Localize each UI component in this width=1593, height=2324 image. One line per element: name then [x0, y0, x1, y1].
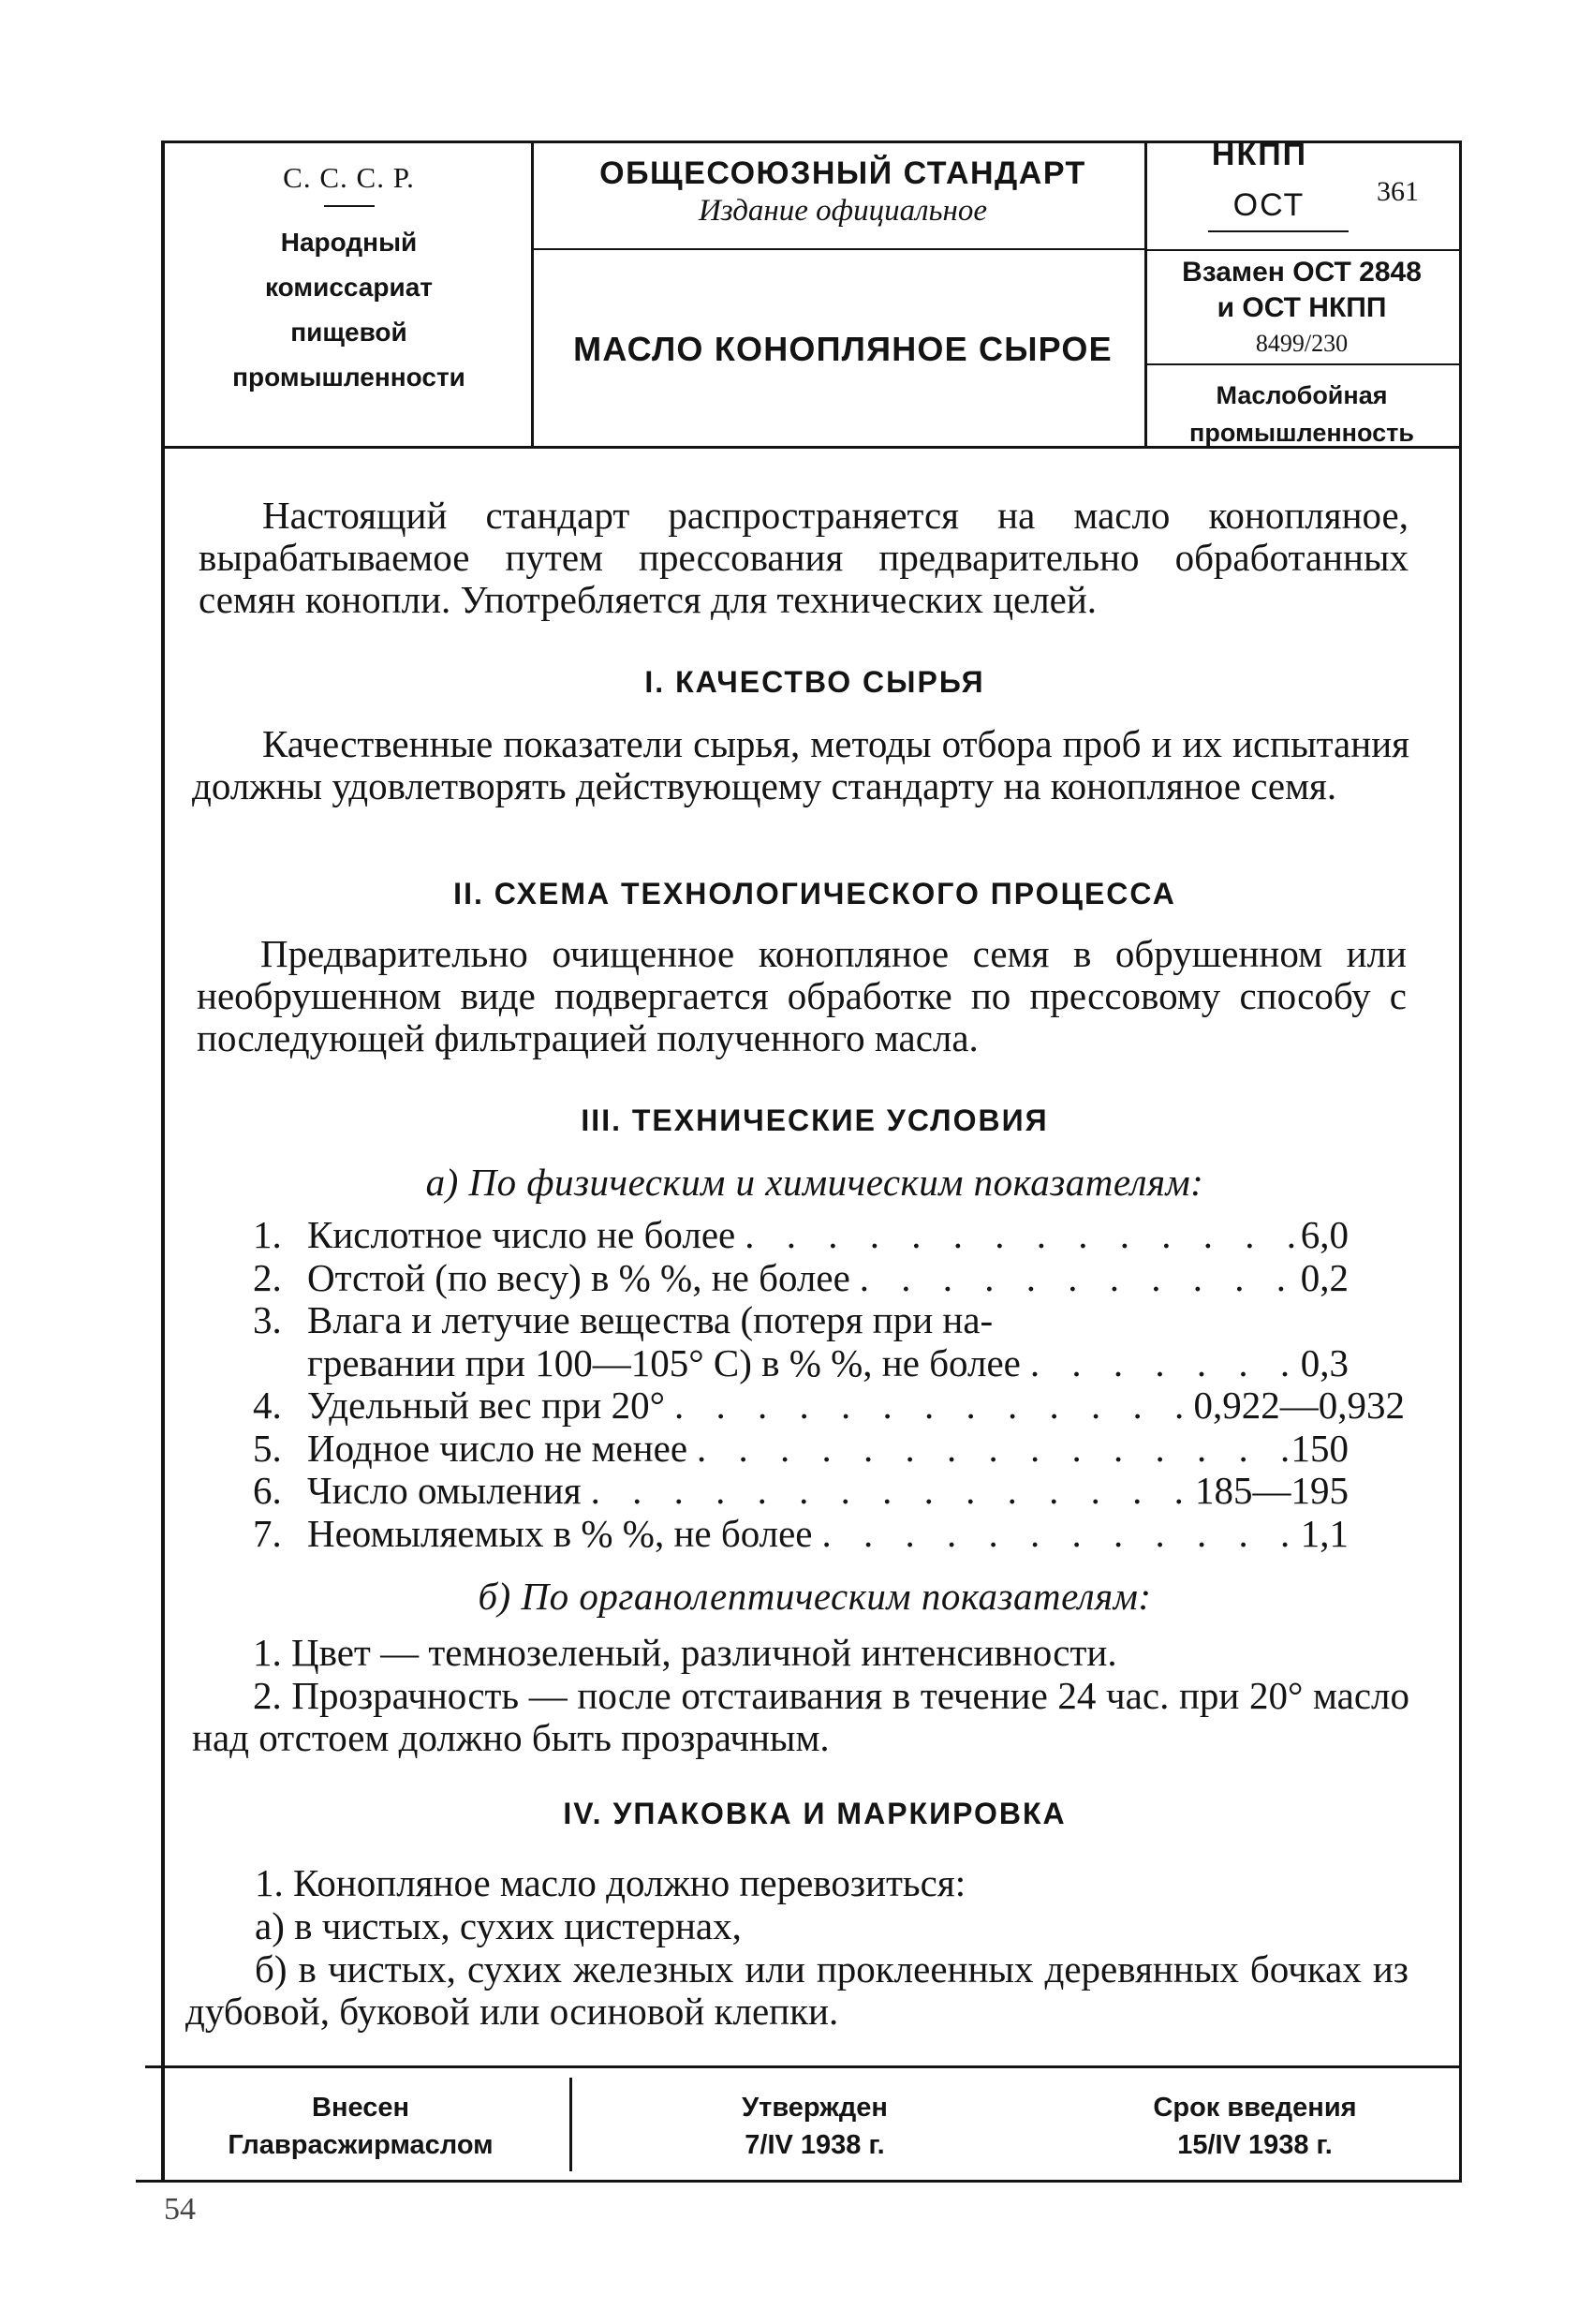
- section-quality-title: I. КАЧЕСТВО СЫРЬЯ: [644, 665, 985, 699]
- packing-line-2: а) в чистых, сухих цистернах,: [255, 1904, 742, 1947]
- code-org: НКПП: [1211, 137, 1308, 172]
- spec-item: [253, 1214, 1405, 1257]
- footer-divider: [569, 2078, 572, 2171]
- subsection-physical-chemical: а) По физическим и химическим показателям:: [425, 1161, 1204, 1204]
- spec-item-continuation: [253, 1342, 1405, 1385]
- intro-paragraph: Настоящий стандарт распространяется на масло конопляное, вырабатываемое путем прессования предварительно обработанных семян конопли. Употребляется для технических целей.: [199, 494, 1409, 621]
- spec-value: 1,1: [1300, 1511, 1349, 1555]
- dot-leader: [850, 1257, 1301, 1300]
- header-divider-left: [531, 143, 534, 446]
- header-mid-rule: [534, 248, 1144, 250]
- issuer-block: [169, 159, 529, 400]
- dot-leader: [735, 1214, 1301, 1257]
- section-process-text: Предварительно очищенное конопляное семя в обрушенном или необрушенном виде подвергается обработке по прессовому способу с последующей фильтрацией полученного масла.: [197, 932, 1407, 1059]
- replaces-block: [1144, 255, 1459, 362]
- code-number: 361: [1377, 176, 1419, 207]
- standard-block: [543, 155, 1143, 229]
- spec-label: Отстой (по весу) в % %, не более: [307, 1255, 850, 1299]
- spec-value: 0,922—0,932: [1193, 1384, 1405, 1427]
- approved-label: Утвержден: [742, 2093, 888, 2123]
- footer-effective: [1068, 2089, 1442, 2164]
- footer-approved: [609, 2089, 1021, 2164]
- code-ost: ОСТ: [1232, 187, 1305, 223]
- industry-line-1: Маслобойная: [1216, 381, 1388, 409]
- spec-value: 0,2: [1300, 1255, 1349, 1299]
- replaces-line-1: Взамен ОСТ 2848: [1182, 257, 1422, 288]
- spec-number: 2.: [253, 1255, 282, 1299]
- spec-number: 4.: [253, 1384, 282, 1427]
- country-label: С. С. С. Р.: [283, 161, 415, 194]
- spec-item: [253, 1257, 1405, 1300]
- replaces-line-3: 8499/230: [1255, 330, 1349, 357]
- dot-leader: [813, 1513, 1301, 1556]
- dot-leader: [582, 1470, 1195, 1513]
- spec-label: Число омыления: [307, 1469, 582, 1512]
- approved-date: 7/IV 1938 г.: [745, 2130, 885, 2160]
- spec-item: [253, 1299, 1405, 1342]
- spec-number: 6.: [253, 1469, 282, 1512]
- industry-block: [1144, 377, 1459, 451]
- edition-label: Издание официальное: [698, 194, 988, 228]
- packing-line-3: б) в чистых, сухих железных или проклеенных деревянных бочках из дубовой, буковой или осиновой клепки.: [185, 1947, 1409, 2033]
- spec-item: [253, 1513, 1405, 1556]
- spec-label: Удельный вес при 20°: [307, 1384, 665, 1427]
- spec-list: [253, 1214, 1405, 1555]
- spec-item: [253, 1428, 1405, 1471]
- section-process-title: II. СХЕМА ТЕХНОЛОГИЧЕСКОГО ПРОЦЕССА: [453, 877, 1176, 910]
- page-number: 54: [164, 2192, 196, 2227]
- section-technical-title: III. ТЕХНИЧЕСКИЕ УСЛОВИЯ: [581, 1103, 1049, 1137]
- commissariat-line-4: промышленности: [232, 362, 465, 392]
- spec-label: Неомыляемых в % %, не более: [307, 1511, 813, 1555]
- organoleptic-color: 1. Цвет — темнозеленый, различной интенсивности.: [253, 1631, 1117, 1674]
- packing-line-1: 1. Конопляное масло должно перевозиться:: [255, 1861, 966, 1904]
- spec-value: 6,0: [1300, 1213, 1349, 1256]
- commissariat-line-3: пищевой: [290, 317, 407, 347]
- spec-item: [253, 1470, 1405, 1513]
- ost-underline: [1208, 230, 1349, 232]
- spec-number: 1.: [253, 1213, 282, 1256]
- dot-leader: [665, 1384, 1194, 1428]
- footer-top-rule: [145, 2065, 1462, 2068]
- commissariat-line-2: комиссариат: [265, 272, 433, 302]
- spec-label: Влага и летучие вещества (потеря при на-: [307, 1298, 994, 1341]
- spec-label: Кислотное число не более: [307, 1213, 736, 1256]
- product-title: МАСЛО КОНОПЛЯНОЕ СЫРОЕ: [573, 330, 1113, 368]
- spec-item: [253, 1384, 1405, 1428]
- replaces-line-2: и ОСТ НКПП: [1217, 292, 1387, 323]
- section-packing-title: IV. УПАКОВКА И МАРКИРОВКА: [563, 1797, 1067, 1830]
- industry-line-2: промышленность: [1189, 419, 1414, 447]
- spec-number: 3.: [253, 1298, 282, 1341]
- effective-label: Срок введения: [1153, 2093, 1357, 2123]
- organoleptic-transparency: 2. Прозрачность — после отстаивания в течение 24 час. при 20° масло над отстоем должно быть прозрачным.: [192, 1674, 1409, 1759]
- spec-value: 0,3: [1300, 1340, 1349, 1384]
- spec-label: Иодное число не менее: [307, 1426, 688, 1470]
- subsection-organoleptic: б) По органолептическим показателям:: [478, 1575, 1152, 1618]
- commissariat-line-1: Народный: [280, 227, 418, 257]
- spec-value: 150: [1291, 1426, 1349, 1470]
- header-right-rule-1: [1147, 249, 1459, 251]
- spec-number: 7.: [253, 1511, 282, 1555]
- footer-bottom-rule: [136, 2180, 1462, 2183]
- submitted-label: Внесен: [312, 2093, 409, 2123]
- header-right-rule-2: [1147, 363, 1459, 365]
- spec-number: 5.: [253, 1426, 282, 1470]
- footer-submitted: [173, 2089, 548, 2164]
- section-quality-text: Качественные показатели сырья, методы отбора проб и их испытания должны удовлетворять действующему стандарту на конопляное семя.: [192, 722, 1409, 807]
- spec-value: 185—195: [1195, 1469, 1349, 1512]
- short-dash: [324, 205, 375, 207]
- dot-leader: [687, 1428, 1291, 1471]
- submitted-by: Главрасжирмаслом: [228, 2130, 494, 2160]
- dot-leader: [1021, 1342, 1301, 1385]
- standard-title: ОБЩЕСОЮЗНЫЙ СТАНДАРТ: [599, 155, 1086, 191]
- spec-label-continuation: гревании при 100—105° С) в % %, не более: [307, 1340, 1021, 1384]
- effective-date: 15/IV 1938 г.: [1177, 2130, 1333, 2160]
